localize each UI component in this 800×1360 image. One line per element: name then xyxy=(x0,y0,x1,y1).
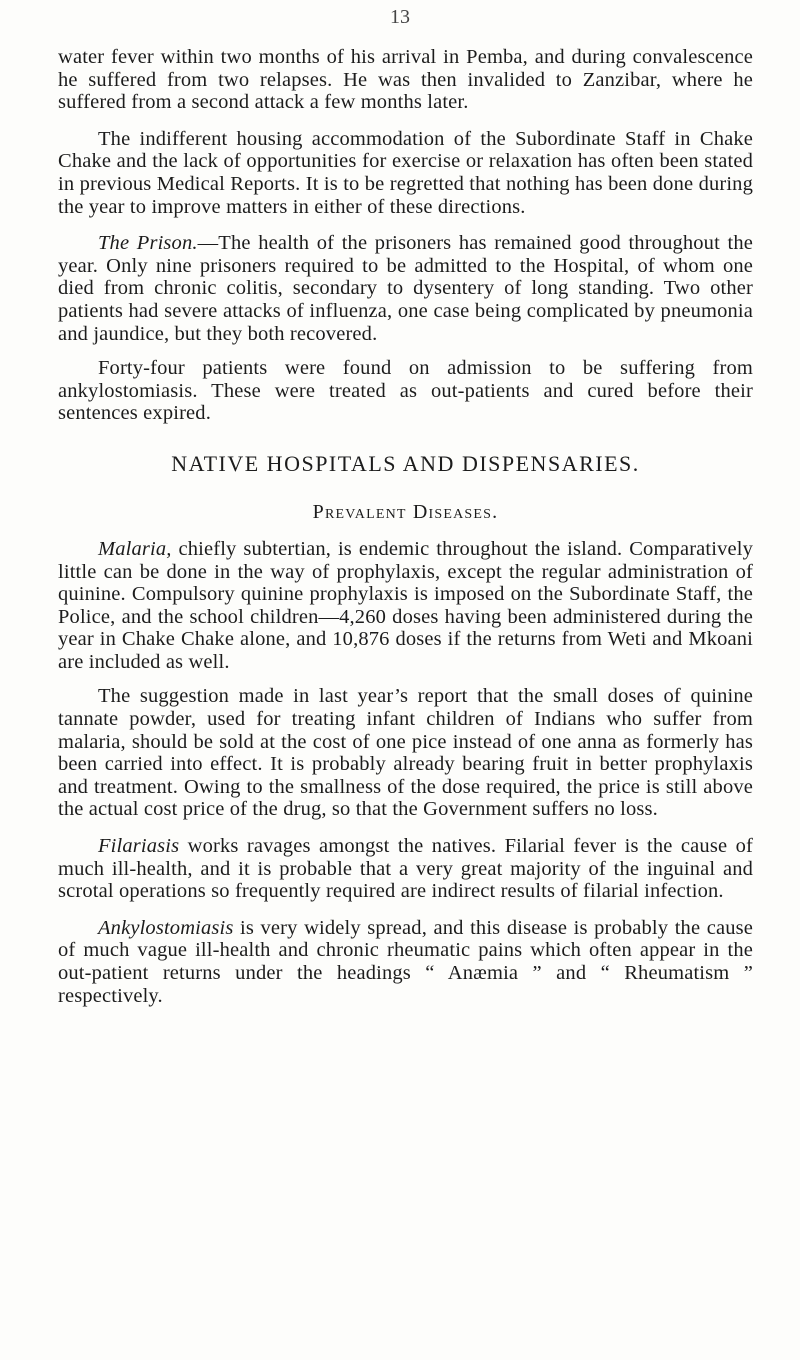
paragraph-fever-continuation: water fever within two months of his arrival in Pemba, and during convalescence he suffered from two relapses. He was then invalided to Zanzibar, where he suffered from a second attack a few months later. xyxy=(58,46,753,114)
page-number: 13 xyxy=(390,6,410,28)
paragraph-body-filariasis: works ravages amongst the natives. Filarial fever is the cause of much ill-health, and it is probable that a very great majority of the inguinal and scrotal operations so frequently required are indirect results of filarial infection. xyxy=(58,835,753,903)
paragraph-ankylostomiasis-prisoners: Forty-four patients were found on admission to be suffering from ankylostomiasis. These were treated as out-patients and cured before their sentences expired. xyxy=(58,357,753,425)
paragraph-body-prison: —The health of the prisoners has remained good throughout the year. Only nine prisoners required to be admitted to the Hospital, of whom one died from chronic colitis, secondary to dysentery of long standing. Two other patients had severe attacks of influenza, one case being complicated by pneumonia and jaundice, but they both recovered. xyxy=(58,232,753,345)
paragraph-lead-malaria: Malaria, xyxy=(98,537,172,560)
paragraph-ankylostomiasis xyxy=(58,917,753,1007)
section-heading: NATIVE HOSPITALS AND DISPENSARIES. xyxy=(171,450,640,476)
paragraph-body-ankylostomiasis: is very widely spread, and this disease is probably the cause of much vague ill-health and chronic rheumatic pains which often appear in the out-patient returns under the headings “ Anæmia ” and “ Rheumatism ” respectively. xyxy=(58,916,753,1007)
paragraph-malaria xyxy=(58,538,753,674)
paragraph-housing: The indifferent housing accommodation of the Subordinate Staff in Chake Chake and the lack of opportunities for exercise or relaxation has often been stated in previous Medical Reports. It is to be regretted that nothing has been done during the year to improve matters in either of these directions. xyxy=(58,127,753,218)
paragraph-body-malaria: chiefly subtertian, is endemic throughout the island. Comparatively little can be done in the way of prophylaxis, except the regular administration of quinine. Compulsory quinine prophylaxis is imposed on the Subordinate Staff, the Police, and the school children—4,260 doses having been administered during the year in Chake Chake alone, and 10,876 doses if the returns from Weti and Mkoani are included as well. xyxy=(58,537,753,673)
paragraph-lead-ankylostomiasis: Ankylostomiasis xyxy=(98,916,234,939)
paragraph-lead-filariasis: Filariasis xyxy=(98,835,180,858)
page-content xyxy=(58,46,753,1007)
paragraph-lead-prison: The Prison. xyxy=(98,232,198,255)
paragraph-filariasis xyxy=(58,835,753,903)
paragraph-quinine-tannate: The suggestion made in last year’s report that the small doses of quinine tannate powder, used for treating infant children of Indians who suffer from malaria, should be sold at the cost of one pice instead of one anna as formerly has been carried into effect. It is probably already bearing fruit in better prophylaxis and treatment. Owing to the smallness of the dose required, the price is still above the actual cost price of the drug, so that the Government suffers no loss. xyxy=(58,685,753,821)
paragraph-prison xyxy=(58,232,753,345)
sub-heading: Prevalent Diseases. xyxy=(312,500,499,523)
